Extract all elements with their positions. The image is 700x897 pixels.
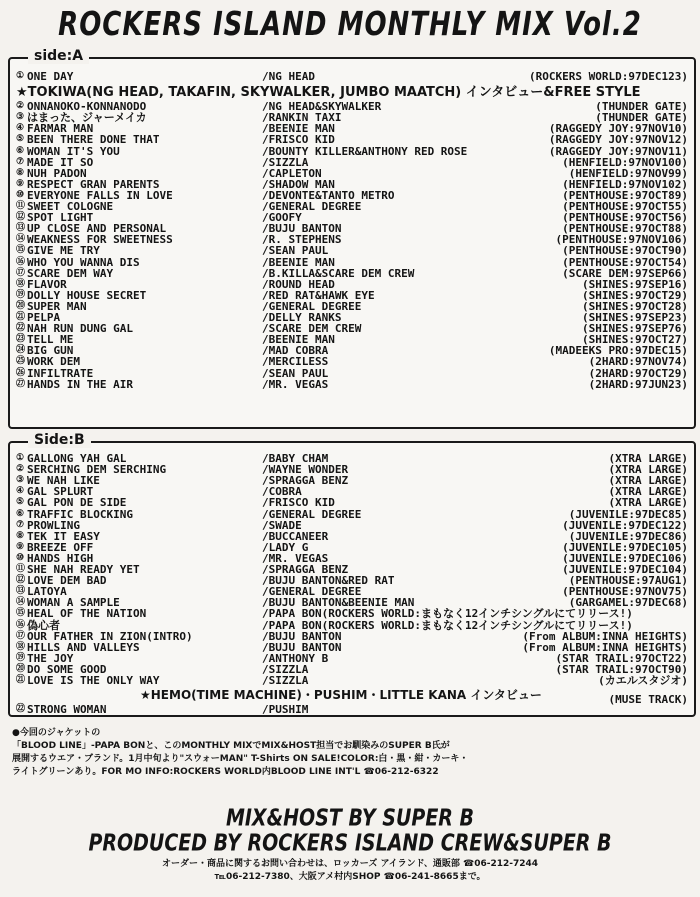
track-number: ⑲	[16, 289, 26, 300]
track-number: ②	[16, 101, 25, 112]
record-label: (JUVENILE:97DEC122)	[562, 518, 688, 532]
track-number: ⑯	[16, 256, 26, 267]
info-line: 「BLOOD LINE」-PAPA BONと、このMONTHLY MIXでMIX&HOST担当でお馴染みのSUPER B氏が	[12, 741, 450, 751]
track-number: ①	[16, 71, 25, 81]
record-label: (STAR TRAIL:97OCT90)	[555, 662, 688, 676]
track-number: ③	[16, 112, 25, 123]
track-title: SERCHING DEM SERCHING	[27, 463, 167, 477]
track-row	[16, 464, 688, 475]
track-artist: /BUJU BANTON	[262, 222, 342, 236]
track-title: FARMAR MAN	[27, 122, 94, 136]
track-artist: /LADY G	[262, 540, 309, 554]
track-artist: /SHADOW MAN	[262, 177, 335, 191]
track-artist: /PAPA BON(ROCKERS WORLD:まもなく12インチシングルにてリリース!)	[262, 607, 633, 621]
track-row	[16, 675, 688, 686]
track-artist: /SEAN PAUL	[262, 244, 329, 258]
track-artist: /R. STEPHENS	[262, 233, 342, 247]
track-number: ⑥	[16, 508, 25, 519]
track-number: ①	[16, 453, 25, 463]
track-artist: /BUJU BANTON	[262, 640, 342, 654]
track-row	[16, 497, 688, 508]
track-number: ⑨	[16, 541, 25, 552]
track-artist: /BUJU BANTON&BEENIE MAN	[262, 596, 415, 610]
track-number: ⑭	[16, 234, 26, 245]
record-label: (PENTHOUSE:97OCT88)	[562, 222, 688, 236]
track-row	[16, 356, 688, 367]
track-number: ⑫	[16, 575, 26, 586]
track-title: NUH PADON	[27, 166, 87, 180]
track-artist: /SIZZLA	[262, 674, 309, 687]
track-artist: /MR. VEGAS	[262, 551, 329, 565]
track-number: ⑳	[16, 300, 26, 311]
track-row	[16, 704, 688, 715]
record-label: (XTRA LARGE)	[608, 463, 688, 477]
track-title: FLAVOR	[27, 277, 67, 291]
record-label: (THUNDER GATE)	[595, 100, 688, 114]
track-title: TELL ME	[27, 333, 74, 347]
mix-host-credit: MIX&HOST BY SUPER B	[225, 805, 475, 832]
record-label: (PENTHOUSE:97AUG1)	[568, 574, 688, 588]
track-artist: /SEAN PAUL	[262, 366, 329, 380]
track-title: SCARE DEM WAY	[27, 266, 114, 280]
track-number: ⑧	[16, 530, 25, 541]
track-number: ④	[16, 123, 25, 134]
track-artist: /SIZZLA	[262, 155, 309, 169]
track-title: WEAKNESS FOR SWEETNESS	[27, 233, 173, 247]
side-b-box	[8, 441, 696, 717]
track-number: ⑩	[16, 189, 25, 200]
track-number: ⑲	[16, 652, 26, 663]
track-number: ⑭	[16, 597, 26, 608]
track-number: ㉖	[16, 367, 26, 378]
track-number: ⑱	[16, 278, 26, 289]
track-row	[16, 134, 688, 145]
record-label: (JUVENILE:97DEC105)	[562, 540, 688, 554]
track-artist: /WAYNE WONDER	[262, 463, 349, 477]
track-title: THE JOY	[27, 651, 74, 665]
track-number: ⑪	[16, 564, 26, 574]
track-title: LOVE DEM BAD	[27, 574, 107, 588]
record-label: (PENTHOUSE:97NOV75)	[562, 585, 688, 599]
track-title: BIG GUN	[27, 344, 74, 358]
track-row	[16, 509, 688, 520]
track-artist: /COBRA	[262, 485, 302, 499]
record-label: (JUVENILE:97DEC106)	[562, 551, 688, 565]
track-artist: /BEENIE MAN	[262, 255, 335, 269]
record-label: (SHINES:97OCT27)	[582, 333, 688, 347]
track-title: HEAL OF THE NATION	[27, 607, 147, 621]
track-artist: /BUJU BANTON&RED RAT	[262, 574, 395, 588]
track-title: WOMAN IT'S YOU	[27, 144, 120, 158]
track-title: HANDS HIGH	[27, 551, 94, 565]
track-artist: /SPRAGGA BENZ	[262, 474, 349, 488]
track-row	[16, 268, 688, 279]
track-title: NAH RUN DUNG GAL	[27, 322, 133, 336]
record-label: (SHINES:97OCT29)	[582, 288, 688, 302]
track-title: SHE NAH READY YET	[27, 563, 140, 576]
track-artist: /BUJU BANTON	[262, 629, 342, 643]
track-artist: /SWADE	[262, 518, 302, 532]
side-a-label: side:A	[28, 48, 89, 64]
record-label: (XTRA LARGE)	[608, 452, 688, 465]
track-title: WORK DEM	[27, 355, 80, 369]
record-label: (JUVENILE:97DEC85)	[568, 507, 688, 521]
record-label: (カエルスタジオ)	[598, 674, 688, 687]
track-artist: /BEENIE MAN	[262, 333, 335, 347]
track-title: DOLLY HOUSE SECRET	[27, 288, 147, 302]
record-label: (HENFIELD:97NOV99)	[568, 166, 688, 180]
track-title: WOMAN A SAMPLE	[27, 596, 120, 610]
record-label: (2HARD:97OCT29)	[588, 366, 688, 380]
track-artist: /NG HEAD&SKYWALKER	[262, 100, 382, 114]
track-title: PROWLING	[27, 518, 80, 532]
track-title: GAL SPLURT	[27, 485, 94, 499]
track-title: RESPECT GRAN PARENTS	[27, 177, 160, 191]
track-title: LATOYA	[27, 585, 67, 599]
record-label: (MADEEKS PRO:97DEC15)	[548, 344, 688, 358]
track-number: ㉗	[16, 378, 26, 389]
record-label: (RAGGEDY JOY:97NOV10)	[548, 122, 688, 136]
track-title: GIVE ME TRY	[27, 244, 100, 258]
record-label: (PENTHOUSE:97OCT54)	[562, 255, 688, 269]
side-a-box	[8, 57, 696, 429]
track-artist: /PUSHIM	[262, 703, 309, 717]
track-title: ONE DAY	[27, 70, 74, 83]
track-number: ㉑	[16, 312, 26, 322]
track-artist: /SIZZLA	[262, 662, 309, 676]
track-title: OUR FATHER IN ZION(INTRO)	[27, 629, 193, 643]
track-number: ⑮	[16, 608, 26, 619]
track-number: ⑩	[16, 552, 25, 563]
track-number: ㉒	[16, 323, 26, 334]
track-artist: /ANTHONY B	[262, 651, 329, 665]
info-line: ライトグリーンあり。FOR MO INFO:ROCKERS WORLD内BLOOD LINE INT'L ☎06-212-6322	[12, 767, 439, 777]
track-title: EVERYONE FALLS IN LOVE	[27, 188, 173, 202]
record-label: (XTRA LARGE)	[608, 474, 688, 488]
track-row	[16, 345, 688, 356]
track-number: ⑨	[16, 178, 25, 189]
record-label: (From ALBUM:INNA HEIGHTS)	[522, 629, 688, 643]
track-artist: /PAPA BON(ROCKERS WORLD:まもなく12インチシングルにてリリース!)	[262, 618, 633, 632]
contact-line: ℡06-212-7380、大阪アメ村内SHOP ☎06-241-8665まで。	[214, 872, 486, 882]
record-label: (SHINES:97SEP16)	[582, 277, 688, 291]
record-label: (PENTHOUSE:97OCT56)	[562, 211, 688, 225]
track-number: ⑳	[16, 663, 26, 674]
track-title: PELPA	[27, 311, 61, 324]
track-row	[16, 157, 688, 168]
track-title: SWEET COLOGNE	[27, 200, 114, 213]
track-row	[16, 608, 688, 619]
record-label: (SHINES:97SEP76)	[582, 322, 688, 336]
record-label: (STAR TRAIL:97OCT22)	[555, 651, 688, 665]
record-label: (HENFIELD:97NOV102)	[562, 177, 688, 191]
track-artist: /GENERAL DEGREE	[262, 299, 362, 313]
track-title: GAL PON DE SIDE	[27, 496, 127, 510]
track-number: ⑦	[16, 156, 25, 167]
track-row	[16, 631, 688, 642]
track-number: ⑥	[16, 145, 25, 156]
track-row	[16, 620, 688, 631]
produced-by-credit: PRODUCED BY ROCKERS ISLAND CREW&SUPER B	[88, 830, 612, 857]
track-row	[16, 475, 688, 486]
feature-text: ★TOKIWA(NG HEAD, TAKAFIN, SKYWALKER, JUMBO MAATCH) インタビュー&FREE STYLE	[16, 85, 641, 101]
track-title: BEEN THERE DONE THAT	[27, 133, 160, 147]
record-label: (XTRA LARGE)	[608, 485, 688, 499]
feature-text: ★HEMO(TIME MACHINE)・PUSHIM・LITTLE KANA インタビュー	[140, 688, 542, 703]
track-number: ⑤	[16, 134, 25, 145]
track-artist: /FRISCO KID	[262, 133, 335, 147]
track-number: ⑮	[16, 245, 26, 256]
track-number: ⑬	[16, 586, 26, 597]
track-artist: /MAD COBRA	[262, 344, 329, 358]
track-artist: /FRISCO KID	[262, 496, 335, 510]
track-number: ㉔	[16, 345, 26, 356]
record-label: (SHINES:97OCT28)	[582, 299, 688, 313]
track-number: ㉒	[16, 704, 26, 715]
track-number: ⑬	[16, 223, 26, 234]
track-title: UP CLOSE AND PERSONAL	[27, 222, 167, 236]
record-label: (From ALBUM:INNA HEIGHTS)	[522, 640, 688, 654]
track-artist: /DELLY RANKS	[262, 311, 342, 324]
track-title: WHO YOU WANNA DIS	[27, 255, 140, 269]
track-title: SUPER MAN	[27, 299, 87, 313]
interview-feature	[16, 686, 688, 707]
track-number: ⑪	[16, 201, 26, 211]
track-title: MADE IT SO	[27, 155, 94, 169]
track-number: ⑱	[16, 641, 26, 652]
record-label: (PENTHOUSE:97NOV106)	[555, 233, 688, 247]
track-title: HILLS AND VALLEYS	[27, 640, 140, 654]
record-label: (THUNDER GATE)	[595, 111, 688, 125]
track-number: ⑰	[16, 267, 26, 278]
track-artist: /BEENIE MAN	[262, 122, 335, 136]
track-artist: /BABY CHAM	[262, 452, 329, 465]
page-title: ROCKERS ISLAND MONTHLY MIX Vol.2	[58, 6, 642, 44]
track-number: ㉑	[16, 675, 26, 685]
info-line: ●今回のジャケットの	[12, 728, 101, 738]
track-artist: /SPRAGGA BENZ	[262, 563, 349, 576]
record-label: (SHINES:97SEP23)	[582, 311, 688, 324]
record-label: (GARGAMEL:97DEC68)	[568, 596, 688, 610]
track-title: LOVE IS THE ONLY WAY	[27, 674, 160, 687]
track-artist: /B.KILLA&SCARE DEM CREW	[262, 266, 415, 280]
track-artist: /RED RAT&HAWK EYE	[262, 288, 375, 302]
track-row	[16, 379, 688, 390]
track-artist: /MERCILESS	[262, 355, 329, 369]
track-artist: /GENERAL DEGREE	[262, 585, 362, 599]
track-title: SPOT LIGHT	[27, 211, 94, 225]
track-number: ⑫	[16, 212, 26, 223]
record-label: (MUSE TRACK)	[608, 693, 688, 707]
track-artist: /BUCCANEER	[262, 529, 329, 543]
track-row	[16, 71, 688, 82]
track-artist: /NG HEAD	[262, 70, 315, 83]
record-label: (XTRA LARGE)	[608, 496, 688, 510]
record-label: (PENTHOUSE:97OCT55)	[562, 200, 688, 213]
info-line: 展開するウエア・ブランド。1月中旬より"スウォーMAN" T-Shirts ON SALE!COLOR:白・黒・紺・カーキ・	[12, 754, 469, 764]
record-label: (HENFIELD:97NOV100)	[562, 155, 688, 169]
track-row	[16, 245, 688, 256]
track-row	[16, 520, 688, 531]
track-title: TEK IT EASY	[27, 529, 100, 543]
record-label: (2HARD:97NOV74)	[588, 355, 688, 369]
track-artist: /RANKIN TAXI	[262, 111, 342, 125]
track-number: ③	[16, 475, 25, 486]
record-label: (SCARE DEM:97SEP66)	[562, 266, 688, 280]
side-b-label: Side:B	[28, 432, 91, 448]
track-artist: /GENERAL DEGREE	[262, 200, 362, 213]
track-number: ④	[16, 486, 25, 497]
track-title: WE NAH LIKE	[27, 474, 100, 488]
track-artist: /CAPLETON	[262, 166, 322, 180]
track-title: ONNANOKO-KONNANODO	[27, 100, 147, 114]
track-title: BREEZE OFF	[27, 540, 94, 554]
record-label: (RAGGEDY JOY:97NOV12)	[548, 133, 688, 147]
track-number: ⑧	[16, 167, 25, 178]
record-label: (JUVENILE:97DEC86)	[568, 529, 688, 543]
record-label: (PENTHOUSE:97OCT90)	[562, 244, 688, 258]
record-label: (2HARD:97JUN23)	[588, 377, 688, 391]
track-row	[16, 257, 688, 268]
track-row	[16, 146, 688, 157]
track-number: ⑤	[16, 497, 25, 508]
track-title: はまった、ジャーメイカ	[27, 111, 147, 125]
track-title: INFILTRATE	[27, 366, 94, 380]
track-number: ㉕	[16, 356, 26, 367]
track-artist: /ROUND HEAD	[262, 277, 335, 291]
interview-feature	[16, 82, 688, 100]
track-title: DO SOME GOOD	[27, 662, 107, 676]
track-artist: /GOOFY	[262, 211, 302, 225]
track-number: ㉓	[16, 334, 26, 345]
record-label: (PENTHOUSE:97OCT89)	[562, 188, 688, 202]
track-row	[16, 368, 688, 379]
track-number: ⑯	[16, 619, 26, 630]
track-artist: /BOUNTY KILLER&ANTHONY RED ROSE	[262, 144, 468, 158]
contact-line: オーダー・商品に関するお問い合わせは、ロッカーズ アイランド、通販部 ☎06-212-7244	[161, 859, 539, 869]
track-artist: /MR. VEGAS	[262, 377, 329, 391]
track-artist: /SCARE DEM CREW	[262, 322, 362, 336]
track-title: 偽心者	[27, 618, 60, 632]
record-label: (ROCKERS WORLD:97DEC123)	[529, 70, 688, 83]
record-label: (RAGGEDY JOY:97NOV11)	[548, 144, 688, 158]
record-label: (JUVENILE:97DEC104)	[562, 563, 688, 576]
track-number: ⑰	[16, 630, 26, 641]
track-title: TRAFFIC BLOCKING	[27, 507, 133, 521]
track-artist: /DEVONTE&TANTO METRO	[262, 188, 395, 202]
track-title: STRONG WOMAN	[27, 703, 107, 717]
track-title: GALLONG YAH GAL	[27, 452, 127, 465]
track-title: HANDS IN THE AIR	[27, 377, 133, 391]
track-artist: /GENERAL DEGREE	[262, 507, 362, 521]
track-number: ②	[16, 464, 25, 475]
track-number: ⑦	[16, 519, 25, 530]
